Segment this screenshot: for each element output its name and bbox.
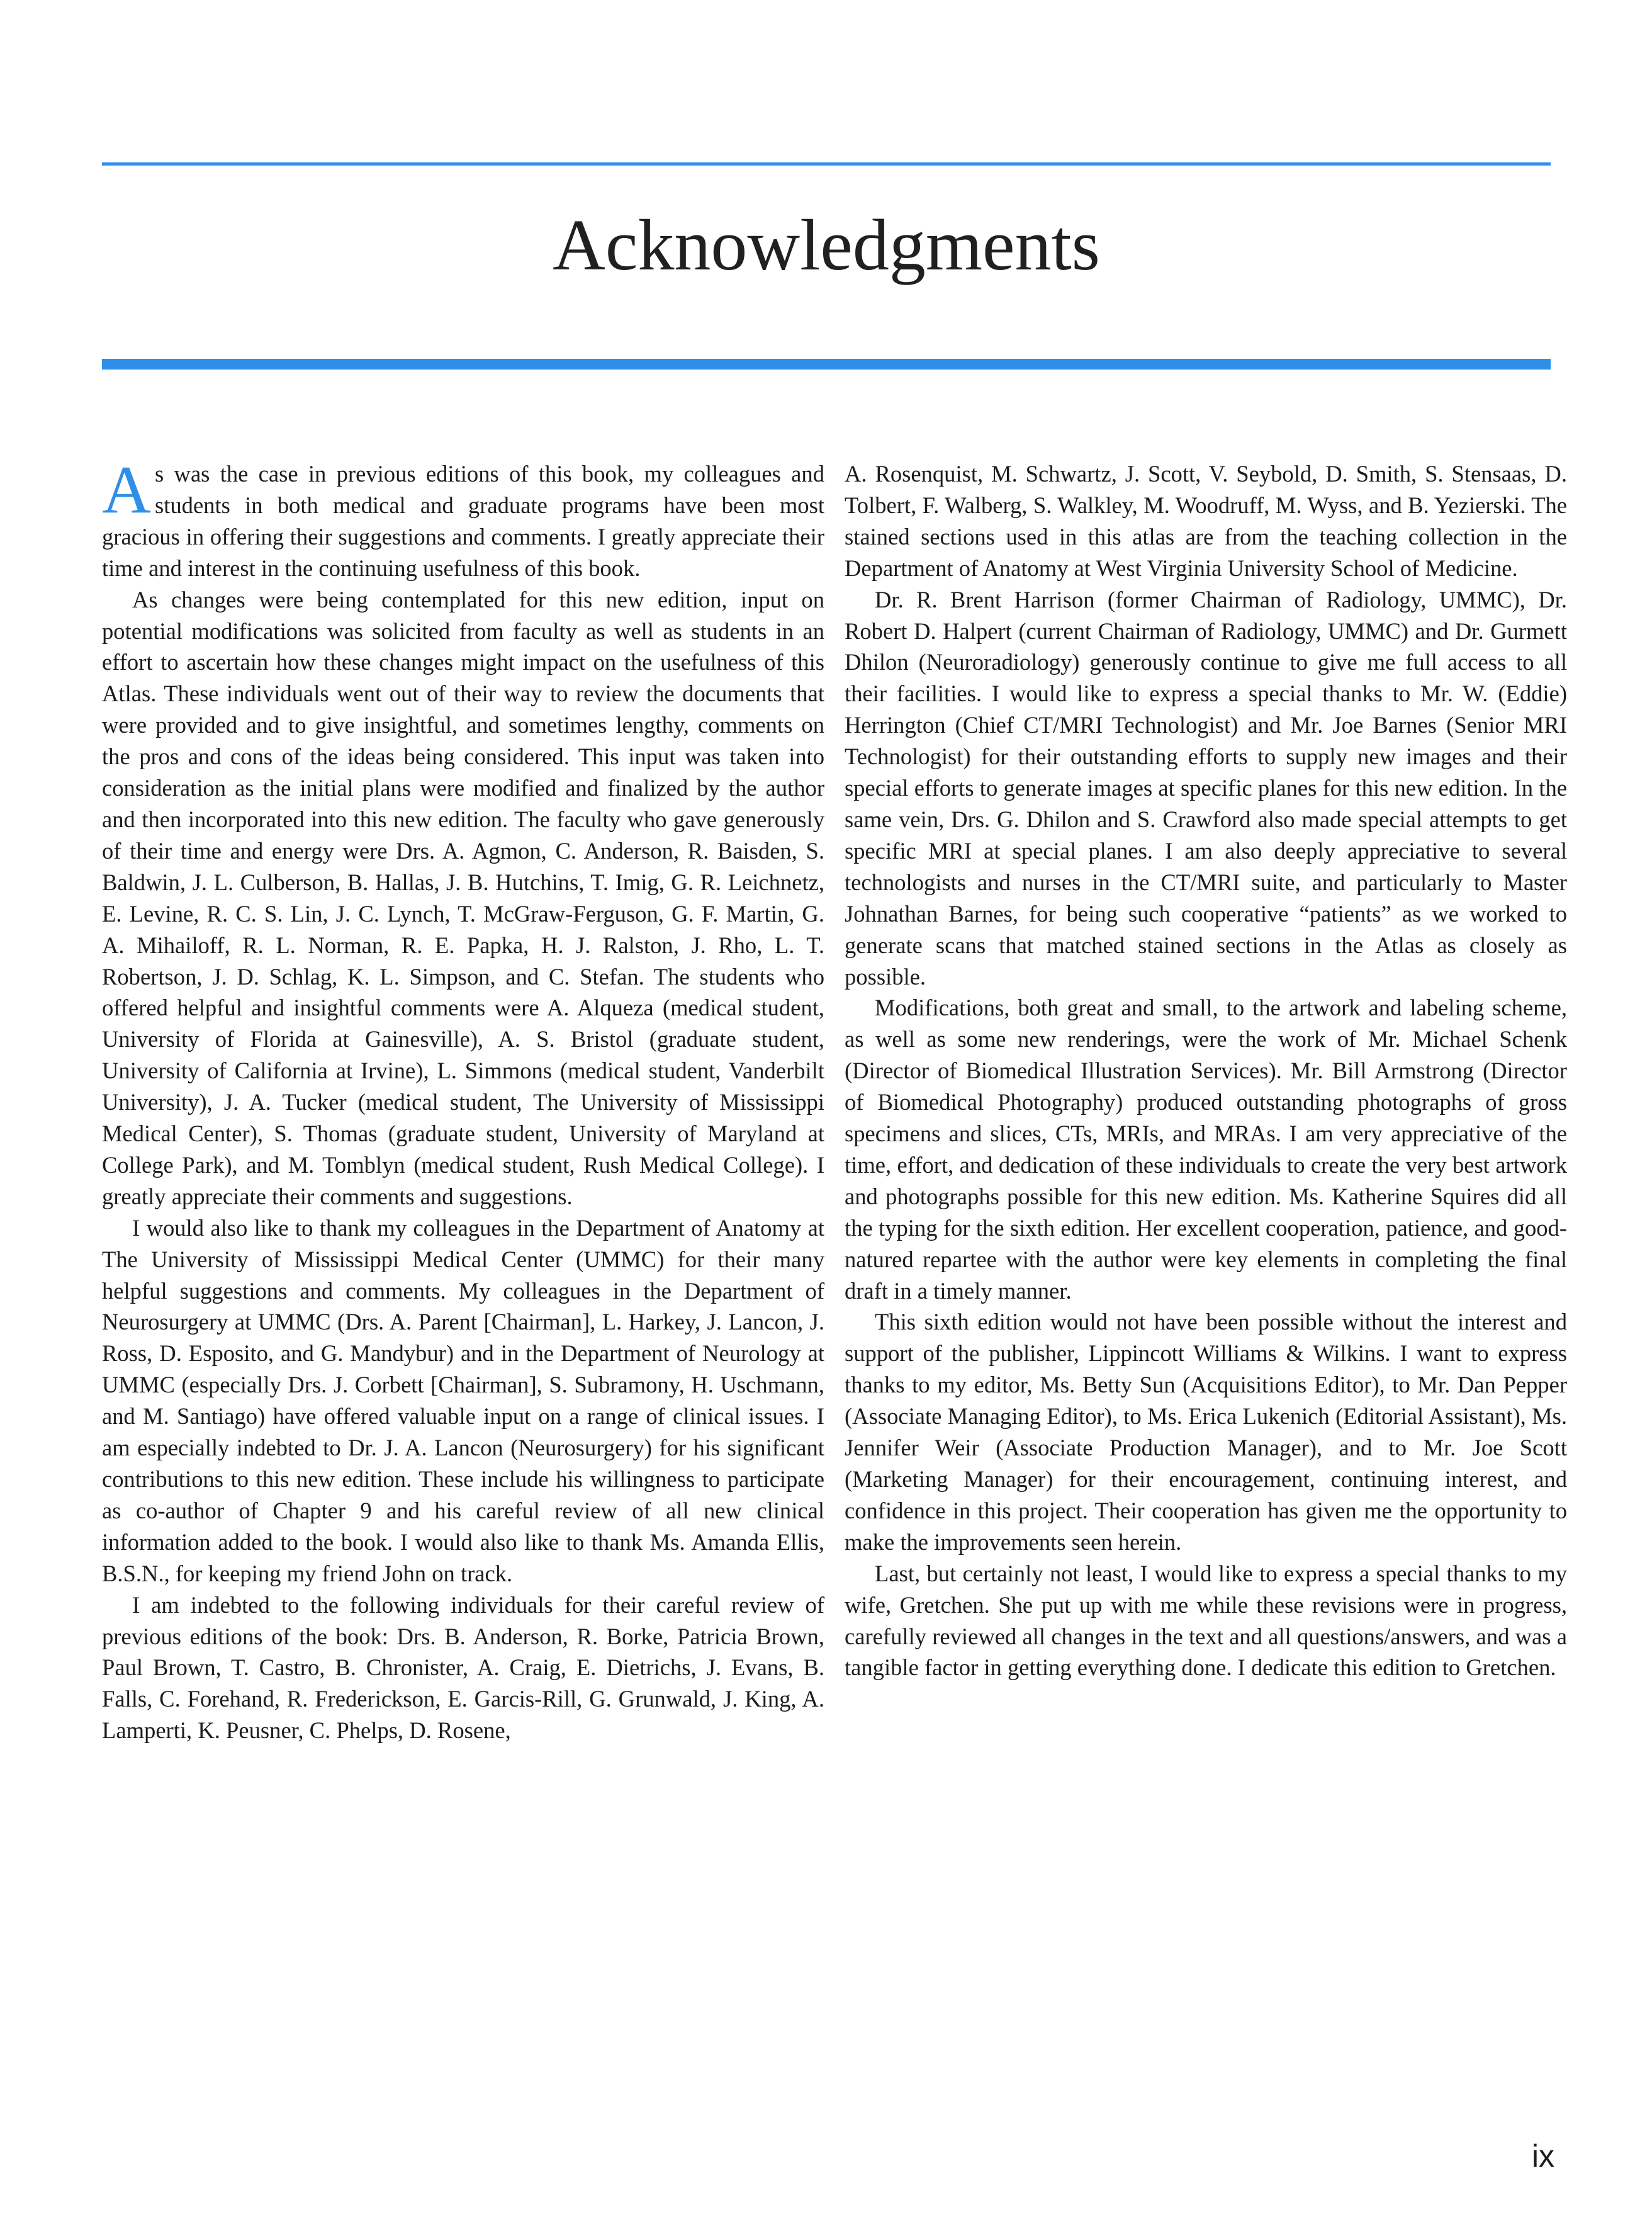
paragraph-2: As changes were being contemplated for this new edition, input on potential modifications was solicited from faculty as well as students in an effort to ascertain how these changes might impact on the usefulness of this Atlas. These individuals went out of their way to review the documents that were provided and to give insightful, and sometimes lengthy, comments on the pros and cons of the ideas being considered. This input was taken into consideration as the initial plans were modified and finalized by the author and then incorporated into this new edition. The faculty who gave generously of their time and energy were Drs. A. Agmon, C. Anderson, R. Baisden, S. Baldwin, J. L. Culberson, B. Hallas, J. B. Hutchins, T. Imig, G. R. Leichnetz, E. Levine, R. C. S. Lin, J. C. Lynch, T. McGraw-Ferguson, G. F. Martin, G. A. Mihailoff, R. L. Norman, R. E. Papka, H. J. Ralston, J. Rho, L. T. Robertson, J. D. Schlag, K. L. Simpson, and C. Stefan. The students who offered helpful and insightful comments were A. Alqueza (medical student, University of Florida at Gainesville), A. S. Bristol (graduate student, University of California at Irvine), L. Simmons (medical student, Vanderbilt University), J. A. Tucker (medical student, The University of Mississippi Medical Center), S. Thomas (graduate student, University of Maryland at College Park), and M. Tomblyn (medical student, Rush Medical College). I greatly appreciate their comments and suggestions.	[102, 586, 824, 1209]
left-column	[102, 453, 824, 1746]
paragraph-4-continued: A. Rosenquist, M. Schwartz, J. Scott, V. Seybold, D. Smith, S. Stensaas, D. Tolbert, F. Walberg, S. Walkley, M. Woodruff, M. Wyss, and B. Yezierski. The stained sections used in this atlas are from the teaching collection in the Department of Anatomy at West Virginia University School of Medicine.	[845, 461, 1567, 581]
paragraph-6: Modifications, both great and small, to the artwork and labeling scheme, as well as some new renderings, were the work of Mr. Michael Schenk (Director of Biomedical Illustration Services). Mr. Bill Armstrong (Director of Biomedical Photography) produced outstanding photographs of gross specimens and slices, CTs, MRIs, and MRAs. I am very appreciative of the time, effort, and dedication of these individuals to create the very best artwork and photographs possible for this new edition. Ms. Katherine Squires did all the typing for the sixth edition. Her excellent cooperation, patience, and good-natured repartee with the author were key elements in completing the final draft in a timely manner.	[845, 995, 1567, 1304]
page-title: Acknowledgments	[553, 205, 1100, 286]
right-column	[845, 458, 1567, 1683]
title-underline-rule	[102, 359, 1551, 370]
paragraph-4: I am indebted to the following individuals for their careful review of previous editions of the book: Drs. B. Anderson, R. Borke, Patricia Brown, Paul Brown, T. Castro, B. Chronister, A. Craig, E. Dietrichs, J. Evans, B. Falls, C. Forehand, R. Frederickson, E. Garcis-Rill, G. Grunwald, J. King, A. Lamperti, K. Peusner, C. Phelps, D. Rosene,	[102, 1591, 824, 1744]
paragraph-1	[102, 453, 824, 584]
paragraph-1-text: s was the case in previous editions of this book, my colleagues and students in both medical and graduate programs have been most gracious in offering their suggestions and comments. I greatly appreciate their time and interest in the continuing usefulness of this book.	[102, 461, 824, 581]
drop-cap: A	[102, 453, 151, 528]
paragraph-3: I would also like to thank my colleagues in the Department of Anatomy at The University of Mississippi Medical Center (UMMC) for their many helpful suggestions and comments. My colleagues in the Department of Neurosurgery at UMMC (Drs. A. Parent [Chairman], L. Harkey, J. Lancon, J. Ross, D. Esposito, and G. Mandybur) and in the Department of Neurology at UMMC (especially Drs. J. Corbett [Chairman], S. Subramony, H. Uschmann, and M. Santiago) have offered valuable input on a range of clinical issues. I am especially indebted to Dr. J. A. Lancon (Neurosurgery) for his significant contributions to this new edition. These include his willingness to participate as co-author of Chapter 9 and his careful review of all new clinical information added to the book. I would also like to thank Ms. Amanda Ellis, B.S.N., for keeping my friend John on track.	[102, 1214, 824, 1586]
paragraph-8: Last, but certainly not least, I would like to express a special thanks to my wife, Gretchen. She put up with me while these revisions were in progress, carefully reviewed all changes in the text and all questions/answers, and was a tangible factor in getting everything done. I dedicate this edition to Gretchen.	[845, 1560, 1567, 1681]
top-rule	[102, 162, 1551, 166]
paragraph-5: Dr. R. Brent Harrison (former Chairman of Radiology, UMMC), Dr. Robert D. Halpert (current Chairman of Radiology, UMMC) and Dr. Gurmett Dhilon (Neuroradiology) generously continue to give me full access to all their facilities. I would like to express a special thanks to Mr. W. (Eddie) Herrington (Chief CT/MRI Technologist) and Mr. Joe Barnes (Senior MRI Technologist) for their outstanding efforts to supply new images and their special efforts to generate images at specific planes for this new edition. In the same vein, Drs. G. Dhilon and S. Crawford also made special attempts to get specific MRI at special planes. I am also deeply appreciative to several technologists and nurses in the CT/MRI suite, and particularly to Master Johnathan Barnes, for being such cooperative “patients” as we worked to generate scans that matched stained sections in the Atlas as closely as possible.	[845, 586, 1567, 990]
page-number: ix	[1531, 2138, 1554, 2174]
paragraph-7: This sixth edition would not have been possible without the interest and support of the publisher, Lippincott Williams & Wilkins. I want to express thanks to my editor, Ms. Betty Sun (Acquisitions Editor), to Mr. Dan Pepper (Associate Managing Editor), to Ms. Erica Lukenich (Editorial Assistant), Ms. Jennifer Weir (Associate Production Manager), and to Mr. Joe Scott (Marketing Manager) for their encouragement, continuing interest, and confidence in this project. Their cooperation has given me the opportunity to make the improvements seen herein.	[845, 1309, 1567, 1555]
